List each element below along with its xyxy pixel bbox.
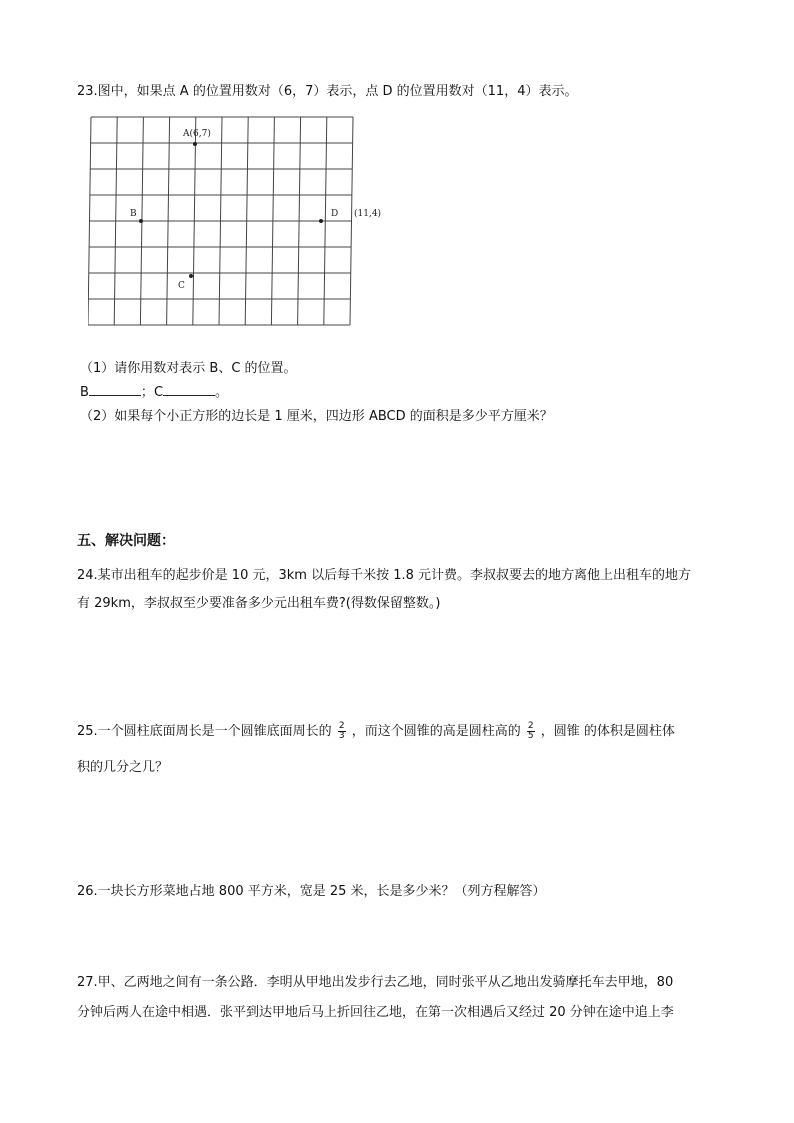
q25-part2: ，而这个圆锥的高是圆柱高的 bbox=[351, 724, 521, 739]
answer-line-bc bbox=[80, 381, 228, 400]
question-24-line1: 24.某市出租车的起步价是 10 元，3km 以后每千米按 1.8 元计费。李叔叔要去的地方离他上出租车的地方 bbox=[77, 568, 692, 583]
separator: ； bbox=[140, 385, 154, 400]
question-24-line2: 有 29km，李叔叔至少要准备多少元出租车费?(得数保留整数。) bbox=[77, 596, 441, 611]
point-a bbox=[193, 142, 197, 146]
grid-lines bbox=[88, 117, 353, 325]
point-b bbox=[139, 219, 143, 223]
fraction-two-thirds: $\frac{2}{3}$ bbox=[338, 721, 345, 741]
q25-part3: ，圆锥 的体积是圆柱体 bbox=[540, 724, 675, 739]
question-27-line2: 分钟后两人在途中相遇．张平到达甲地后马上折回往乙地，在第一次相遇后又经过 20 分钟在途中追上李 bbox=[77, 1005, 674, 1020]
label-point-a: A(6,7) bbox=[183, 129, 211, 139]
coordinate-grid-figure bbox=[88, 114, 398, 330]
q25-part1: 25.一个圆柱底面周长是一个圆锥底面周长的 bbox=[77, 724, 332, 739]
question-23-sub2: （2）如果每个小正方形的边长是 1 厘米，四边形 ABCD 的面积是多少平方厘米？ bbox=[80, 409, 553, 424]
question-25-line1 bbox=[77, 720, 675, 741]
label-point-d: D bbox=[331, 209, 339, 219]
point-c bbox=[189, 274, 193, 278]
question-23-sub1: （1）请你用数对表示 B、C 的位置。 bbox=[80, 361, 297, 376]
blank-b-label: B bbox=[80, 385, 89, 400]
section-title: 五、解决问题： bbox=[77, 533, 175, 549]
label-point-d-coord: (11,4) bbox=[354, 209, 382, 219]
point-d bbox=[319, 219, 323, 223]
question-23-stem: 23.图中，如果点 A 的位置用数对（6，7）表示，点 D 的位置用数对（11，4）表示。 bbox=[77, 84, 578, 99]
label-point-c: C bbox=[178, 281, 185, 291]
question-26: 26.一块长方形菜地占地 800 平方米，宽是 25 米，长是多少米？（列方程解答） bbox=[77, 884, 546, 899]
blank-c-label: C bbox=[153, 385, 164, 400]
end-mark: 。 bbox=[215, 385, 229, 400]
question-25-line2: 积的几分之几？ bbox=[77, 760, 169, 775]
grid-svg bbox=[88, 114, 398, 330]
label-point-b: B bbox=[130, 209, 137, 219]
fraction-two-fifths: $\frac{2}{5}$ bbox=[527, 721, 534, 741]
question-27-line1: 27.甲、乙两地之间有一条公路．李明从甲地出发步行去乙地，同时张平从乙地出发骑摩托车去甲地，80 bbox=[77, 975, 674, 990]
blank-b-input[interactable] bbox=[89, 383, 141, 396]
blank-c-input[interactable] bbox=[163, 383, 215, 396]
